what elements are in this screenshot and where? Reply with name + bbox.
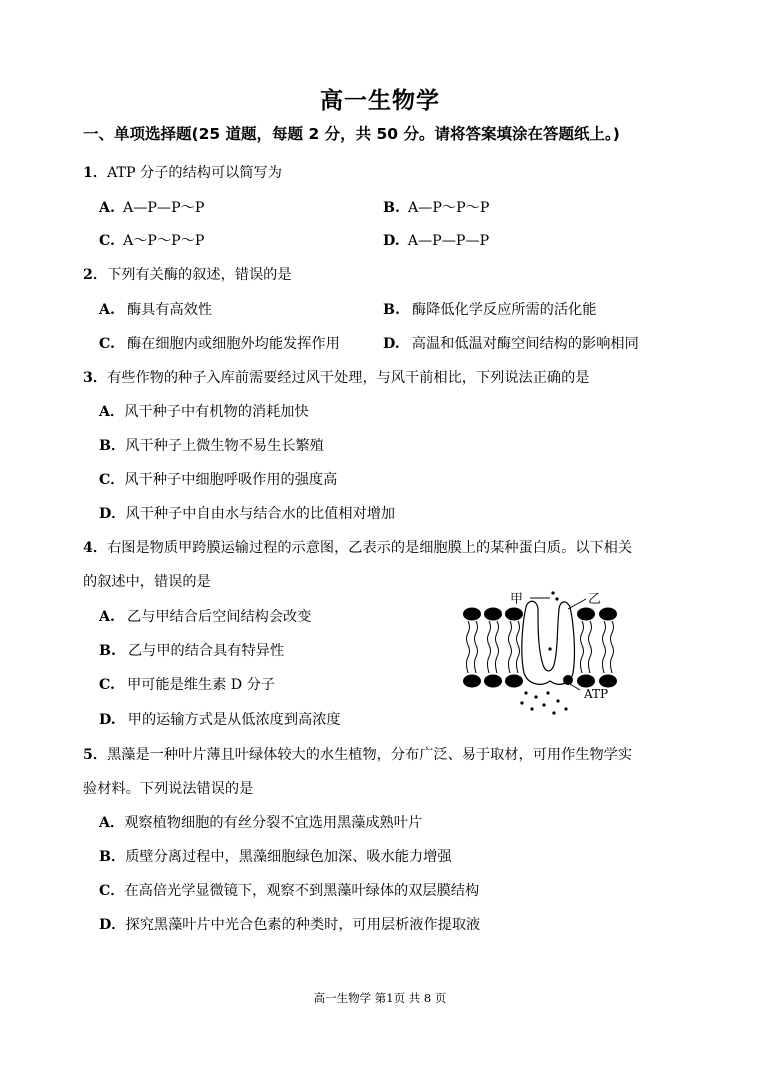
question-5-option-a: A．观察植物细胞的有丝分裂不宜选用黑藻成熟叶片 bbox=[99, 815, 423, 831]
question-1-option-c: C. A～P～P～P bbox=[99, 233, 205, 249]
question-1-option-d: D. A—P—P—P bbox=[383, 233, 490, 249]
question-5-stem-line-2: 验材料。下列说法错误的是 bbox=[83, 781, 254, 797]
question-2-option-a: A. 酶具有高效性 bbox=[99, 302, 213, 318]
question-5-option-c: C．在高倍光学显微镜下，观察不到黑藻叶绿体的双层膜结构 bbox=[99, 883, 480, 899]
question-4-option-a: A. 乙与甲结合后空间结构会改变 bbox=[99, 609, 312, 625]
question-4-option-b: B. 乙与甲的结合具有特异性 bbox=[99, 643, 285, 659]
label-jia: 甲 bbox=[510, 592, 524, 607]
question-4-option-d: D. 甲的运输方式是从低浓度到高浓度 bbox=[99, 712, 341, 728]
question-3-option-a: A．风干种子中有机物的消耗加快 bbox=[99, 404, 309, 420]
question-5-stem-line-1: 5．黑藻是一种叶片薄且叶绿体较大的水生植物，分布广泛、易于取材，可用作生物学实 bbox=[83, 747, 633, 763]
question-2-stem: 2．下列有关酶的叙述，错误的是 bbox=[83, 267, 292, 283]
label-yi: 乙 bbox=[588, 592, 602, 607]
question-3-stem: 3．有些作物的种子入库前需要经过风干处理，与风干前相比，下列说法正确的是 bbox=[83, 370, 590, 386]
question-4-stem-line-1: 4．右图是物质甲跨膜运输过程的示意图，乙表示的是细胞膜上的某种蛋白质。以下相关 bbox=[83, 540, 633, 556]
membrane-transport-diagram bbox=[458, 585, 628, 720]
question-5-option-b: B．质壁分离过程中，黑藻细胞绿色加深、吸水能力增强 bbox=[99, 849, 452, 865]
question-2-option-b: B. 酶降低化学反应所需的活化能 bbox=[383, 302, 597, 318]
question-3-option-c: C．风干种子中细胞呼吸作用的强度高 bbox=[99, 472, 338, 488]
question-2-option-d: D. 高温和低温对酶空间结构的影响相同 bbox=[383, 336, 639, 352]
question-5-option-d: D．探究黑藻叶片中光合色素的种类时，可用层析液作提取液 bbox=[99, 917, 481, 933]
page-footer: 高一生物学 第1页 共 8 页 bbox=[313, 991, 447, 1005]
question-2-option-c: C. 酶在细胞内或细胞外均能发挥作用 bbox=[99, 336, 340, 352]
question-1-option-a: A. A—P—P～P bbox=[99, 200, 205, 216]
label-atp: ATP bbox=[584, 687, 609, 701]
question-1-stem: 1．ATP 分子的结构可以简写为 bbox=[83, 165, 282, 181]
section-heading: 一、单项选择题(25 道题，每题 2 分，共 50 分。请将答案填涂在答题纸上。) bbox=[83, 125, 620, 143]
question-4-option-c: C. 甲可能是维生素 D 分子 bbox=[99, 677, 276, 693]
question-3-option-d: D．风干种子中自由水与结合水的比值相对增加 bbox=[99, 506, 396, 522]
question-3-option-b: B．风干种子上微生物不易生长繁殖 bbox=[99, 438, 324, 454]
question-1-option-b: B. A—P～P～P bbox=[383, 200, 490, 216]
question-4-stem-line-2: 的叙述中，错误的是 bbox=[83, 574, 211, 590]
page-title: 高一生物学 bbox=[320, 88, 440, 114]
